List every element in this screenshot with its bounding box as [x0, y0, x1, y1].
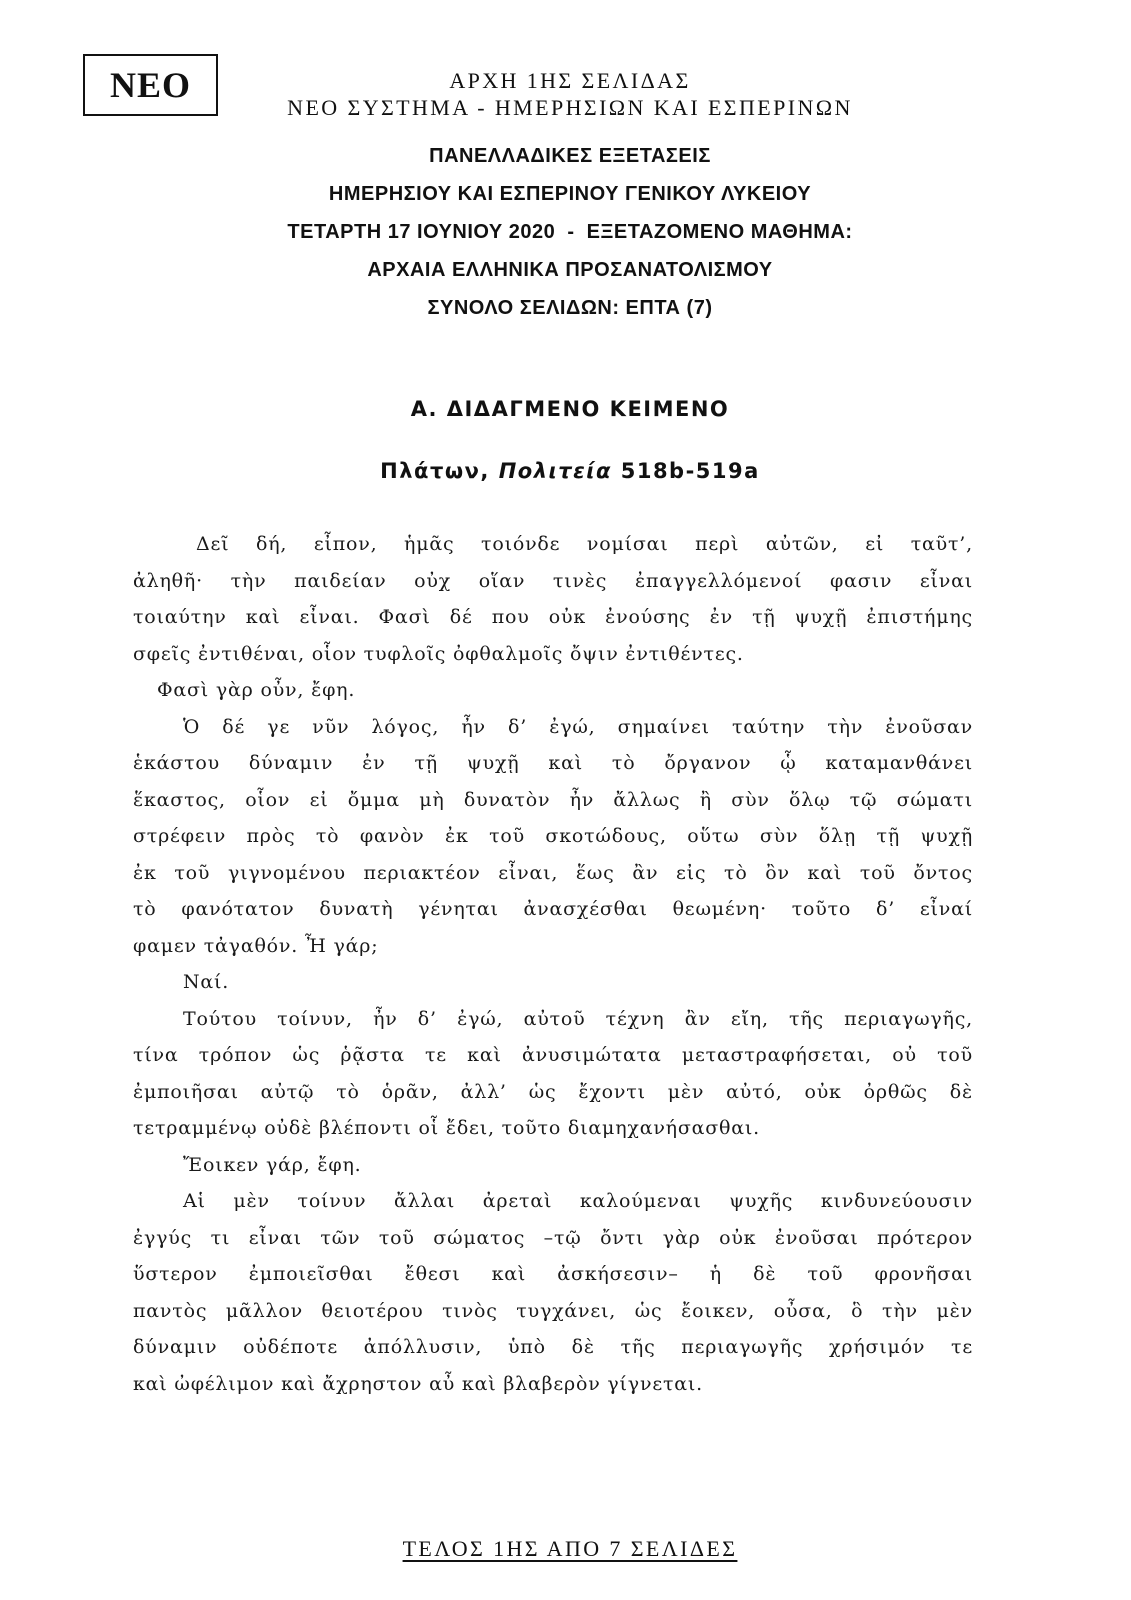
- exam-heading-line: ΠΑΝΕΛΛΑΔΙΚΕΣ ΕΞΕΤΑΣΕΙΣ: [429, 145, 711, 167]
- text-line: ἐγγύς τι εἶναι τῶν τοῦ σώματος –τῷ ὄντι γὰρ οὐκ ἐνοῦσαι πρότερον: [133, 1226, 973, 1249]
- text-line: Ὁ δέ γε νῦν λόγος, ἦν δ’ ἐγώ, σημαίνει ταύτην τὴν ἐνοῦσαν: [183, 715, 973, 738]
- text-line: ἕκαστος, οἷον εἰ ὄμμα μὴ δυνατὸν ἦν ἄλλως ἢ σὺν ὅλῳ τῷ σώματι: [133, 788, 973, 811]
- text-line: δύναμιν οὐδέποτε ἀπόλλυσιν, ὑπὸ δὲ τῆς περιαγωγῆς χρήσιμόν τε: [133, 1336, 973, 1358]
- exam-heading-line: ΣΥΝΟΛΟ ΣΕΛΙΔΩΝ: ΕΠΤΑ (7): [427, 297, 713, 319]
- text-line: σφεῖς ἐντιθέναι, οἷον τυφλοῖς ὀφθαλμοῖς ὄψιν ἐντιθέντες.: [133, 642, 744, 665]
- text-line: τίνα τρόπον ὡς ῥᾷστα τε καὶ ἀνυσιμώτατα μεταστραφήσεται, οὐ τοῦ: [133, 1044, 973, 1066]
- text-line: Φασὶ γὰρ οὖν, ἔφη.: [157, 679, 356, 701]
- text-line: Ἔοικεν γάρ, ἔφη.: [183, 1153, 362, 1176]
- text-line: παντὸς μᾶλλον θειοτέρου τινὸς τυγχάνει, ὡς ἔοικεν, οὖσα, ὃ τὴν μὲν: [133, 1299, 973, 1322]
- text-line: καὶ ὠφέλιμον καὶ ἄχρηστον αὖ καὶ βλαβερὸν γίγνεται.: [133, 1372, 703, 1395]
- exam-heading-line: ΑΡΧΑΙΑ ΕΛΛΗΝΙΚΑ ΠΡΟΣΑΝΑΤΟΛΙΣΜΟΥ: [367, 259, 773, 281]
- text-line: Τούτου τοίνυν, ἦν δ’ ἐγώ, αὐτοῦ τέχνη ἂν εἴη, τῆς περιαγωγῆς,: [183, 1007, 973, 1030]
- source-reference: 518b-519a: [620, 459, 760, 483]
- text-line: ὕστερον ἐμποιεῖσθαι ἔθεσι καὶ ἀσκήσεσιν– ἡ δὲ τοῦ φρονῆσαι: [133, 1263, 973, 1285]
- text-line: τοιαύτην καὶ εἶναι. Φασὶ δέ που οὐκ ἐνούσης ἐν τῇ ψυχῇ ἐπιστήμης: [133, 606, 973, 628]
- exam-heading-line: ΤΕΤΑΡΤΗ 17 ΙΟΥΝΙΟΥ 2020 - ΕΞΕΤΑΖΟΜΕΝΟ ΜΑΘΗΜΑ:: [287, 221, 853, 243]
- page-start-line: ΑΡΧΗ 1ΗΣ ΣΕΛΙΔΑΣ: [449, 68, 691, 93]
- text-line: Δεῖ δή, εἶπον, ἡμᾶς τοιόνδε νομίσαι περὶ αὐτῶν, εἰ ταῦτ’,: [196, 533, 973, 555]
- source-author: Πλάτων,: [380, 459, 490, 483]
- text-line: ἑκάστου δύναμιν ἐν τῇ ψυχῇ καὶ τὸ ὄργανον ᾧ καταμανθάνει: [133, 752, 973, 774]
- text-line: τετραμμένῳ οὐδὲ βλέποντι οἷ ἔδει, τοῦτο διαμηχανήσασθαι.: [133, 1117, 760, 1139]
- section-title: Α. ΔΙΔΑΓΜΕΝΟ ΚΕΙΜΕΝΟ: [410, 397, 730, 421]
- source-work: Πολιτεία: [498, 459, 612, 483]
- ancient-text: [133, 526, 973, 1402]
- text-line: στρέφειν πρὸς τὸ φανὸν ἐκ τοῦ σκοτώδους, οὕτω σὺν ὅλῃ τῇ ψυχῇ: [133, 825, 973, 847]
- text-line: Αἱ μὲν τοίνυν ἄλλαι ἀρεταὶ καλούμεναι ψυχῆς κινδυνεύουσιν: [183, 1190, 973, 1212]
- text-line: φαμεν τἀγαθόν. Ἦ γάρ;: [133, 934, 379, 957]
- text-line: ἐμποιῆσαι αὐτῷ τὸ ὁρᾶν, ἀλλ’ ὡς ἔχοντι μὲν αὐτό, οὐκ ὀρθῶς δὲ: [133, 1080, 973, 1103]
- text-line: ἐκ τοῦ γιγνομένου περιακτέον εἶναι, ἕως ἂν εἰς τὸ ὂν καὶ τοῦ ὄντος: [133, 861, 973, 884]
- neo-badge: ΝΕΟ: [83, 54, 218, 116]
- text-line: Ναί.: [183, 971, 230, 993]
- text-source: [190, 459, 950, 483]
- footer-text: ΤΕΛΟΣ 1ΗΣ ΑΠΟ 7 ΣΕΛΙΔΕΣ: [402, 1536, 738, 1561]
- page-end-footer: [230, 1536, 910, 1562]
- exam-heading-line: ΗΜΕΡΗΣΙΟΥ ΚΑΙ ΕΣΠΕΡΙΝΟΥ ΓΕΝΙΚΟΥ ΛΥΚΕΙΟΥ: [328, 183, 812, 205]
- text-line: ἀληθῆ· τὴν παιδείαν οὐχ οἵαν τινὲς ἐπαγγελλόμενοί φασιν εἶναι: [133, 569, 973, 592]
- system-line: ΝΕΟ ΣΥΣΤΗΜΑ - ΗΜΕΡΗΣΙΩΝ ΚΑΙ ΕΣΠΕΡΙΝΩΝ: [287, 95, 853, 120]
- text-line: τὸ φανότατον δυνατὴ γένηται ἀνασχέσθαι θεωμένη· τοῦτο δ’ εἶναί: [133, 898, 973, 920]
